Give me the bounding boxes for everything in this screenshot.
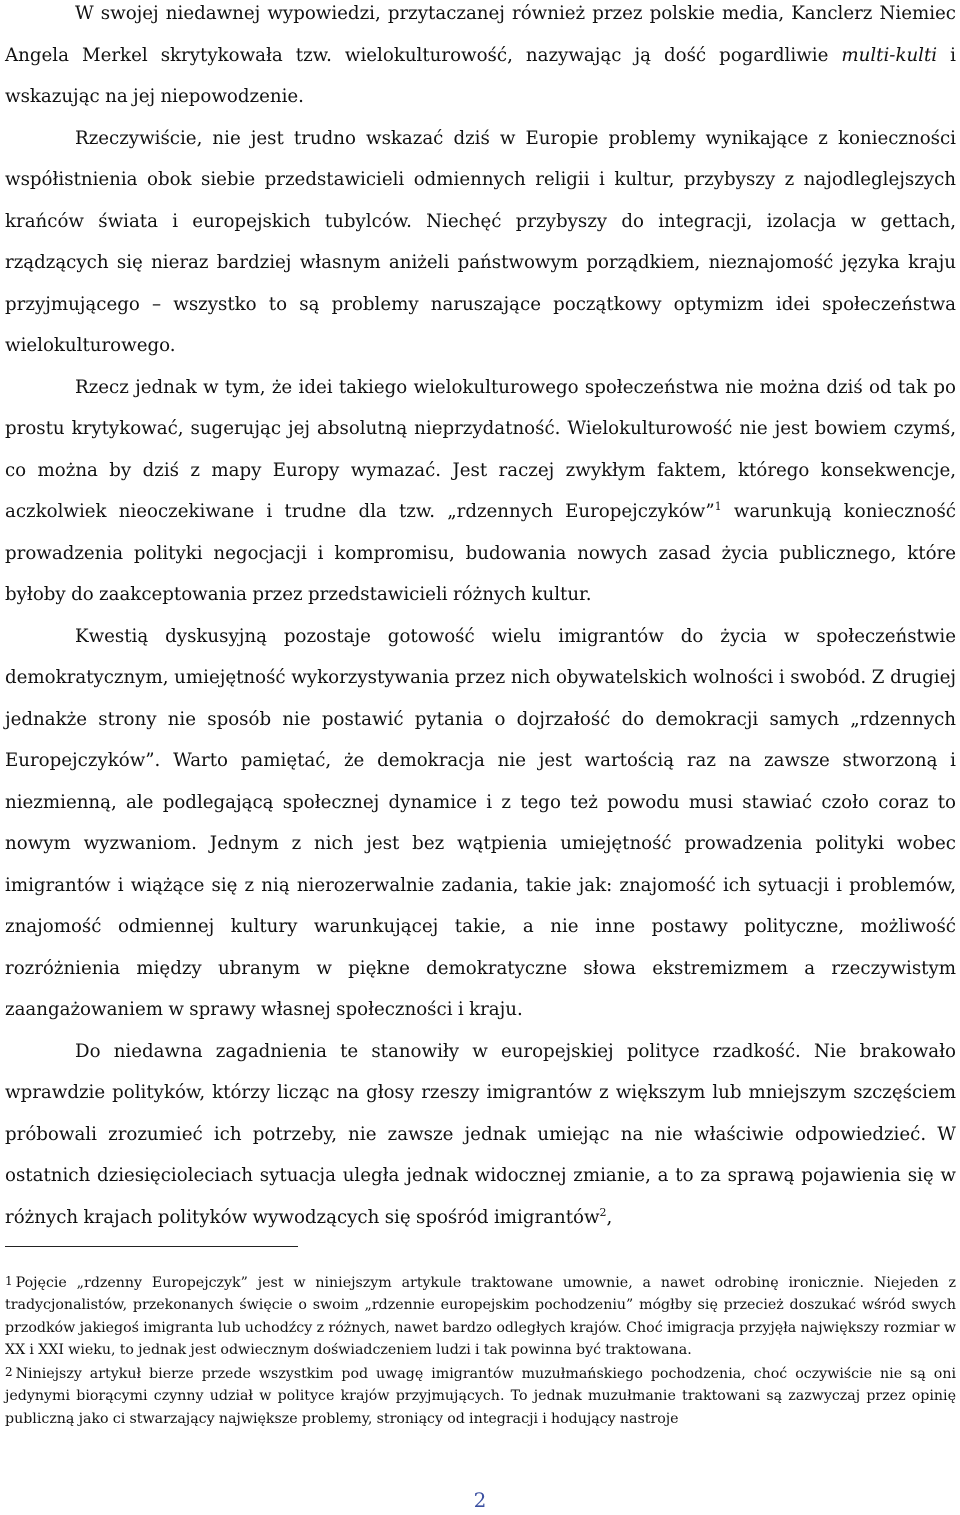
paragraph-4: Kwestią dyskusyjną pozostaje gotowość wielu imigrantów do życia w społeczeństwie demokratycznym, umiejętność wykorzystywania przez nich obywatelskich wolności i swobód. Z drugiej jednakże strony nie sposób nie postawić pytania o dojrzałość do demokracji samych „rdzennych Europejczyków”. Warto pamiętać, że demokracja nie jest wartością raz na zawsze stworzoną i niezmienną, ale podlegającą społecznej dynamice i z tego też powodu musi stawiać czoło coraz to nowym wyzwaniom. Jednym z nich jest bez wątpienia umiejętność prowadzenia polityki wobec imigrantów i wiążące się z nią nierozerwalnie zadania, takie jak: znajomość ich sytuacji i problemów, znajomość odmiennej kultury warunkującej takie, a nie inne postawy polityczne, możliwość rozróżnienia między ubranym w piękne demokratyczne słowa ekstremizmem a rzeczywistym zaangażowaniem w sprawy własnej społeczności i kraju. <box>5 625 956 1020</box>
paragraph-1 <box>5 0 956 118</box>
paragraph-2: Rzeczywiście, nie jest trudno wskazać dziś w Europie problemy wynikające z konieczności współistnienia obok siebie przedstawicieli odmiennych religii i kultur, przybyszy z najodleglejszych krańców świata i europejskich tubylców. Niechęć przybyszy do integracji, izolacja w gettach, rządzących się nieraz bardziej własnym aniżeli państwowym porządkiem, nieznajomość języka kraju przyjmującego – wszystko to są problemy naruszające początkowy optymizm idei społeczeństwa wielokulturowego. <box>5 127 956 356</box>
footnotes <box>5 1270 956 1430</box>
footnote-number: 1 <box>5 1274 13 1288</box>
footnote-ref-2[interactable]: 2 <box>599 1205 607 1219</box>
paragraph-1-text-end: i wskazując na jej niepowodzenie. <box>5 44 956 107</box>
paragraph-3 <box>5 367 956 616</box>
footnote-number: 2 <box>5 1365 13 1380</box>
page-number: 2 <box>473 1488 487 1512</box>
paragraph-5-text-end: , <box>606 1206 613 1228</box>
italic-term: multi-kulti <box>841 44 938 66</box>
paragraph-1-text: W swojej niedawnej wypowiedzi, przytaczanej również przez polskie media, Kanclerz Niemiec Angela Merkel skrytykowała tzw. wielokulturowość, nazywając ją dość pogardliwie <box>5 3 956 66</box>
footnote-ref-1[interactable]: 1 <box>714 499 722 513</box>
footnote-text: Niniejszy artykuł bierze przede wszystkim pod uwagę imigrantów muzułmańskiego pochodzenia, choć oczywiście nie są oni jedynymi biorącymi czynny udział w polityce krajów przyjmujących. To jednak muzułmanie traktowani są zazwyczaj przez opinię publiczną jako ci stwarzający największe problemy, stroniący od integracji i hodujący nastroje <box>5 1366 956 1427</box>
footnote-text: Pojęcie „rdzenny Europejczyk” jest w niniejszym artykule traktowane umownie, a nawet odrobinę ironicznie. Niejeden z tradycjonalistów, przekonanych święcie o swoim „rdzennie europejskim pochodzeniu” mógłby się przecież doszukać wśród swych przodków jakiegoś imigranta lub uchodźcy z różnych, nawet bardzo odległych krajów. Choć imigracja przyjęła największy rozmiar w XX i XXI wieku, to jednak jest odwiecznym doświadczeniem ludzi i tak powinna być traktowana. <box>5 1275 956 1358</box>
body-text <box>5 0 956 1238</box>
footnote-1 <box>5 1270 956 1361</box>
paragraph-3-text-end: warunkują konieczność prowadzenia polityki negocjacji i kompromisu, budowania nowych zasad życia publicznego, które byłoby do zaakceptowania przez przedstawicieli różnych kultur. <box>5 501 956 605</box>
footnote-separator <box>5 1246 298 1247</box>
paragraph-5-text: Do niedawna zagadnienia te stanowiły w europejskiej polityce rzadkość. Nie brakowało wprawdzie polityków, którzy licząc na głosy rzeszy imigrantów z większym lub mniejszym szczęściem próbowali zrozumieć ich potrzeby, nie zawsze jednak umiejąc na nie właściwie odpowiedzieć. W ostatnich dziesięcioleciach sytuacja uległa jednak widocznej zmianie, a to za sprawą pojawienia się w różnych krajach polityków wywodzących się spośród imigrantów <box>5 1040 956 1228</box>
footnote-2 <box>5 1361 956 1430</box>
paragraph-5 <box>5 1031 956 1239</box>
paragraph-3-text: Rzecz jednak w tym, że idei takiego wielokulturowego społeczeństwa nie można dziś od tak po prostu krytykować, sugerując jej absolutną nieprzydatność. Wielokulturowość nie jest bowiem czymś, co można by dziś z mapy Europy wymazać. Jest raczej zwykłym faktem, którego konsekwencje, aczkolwiek nieoczekiwane i trudne dla tzw. „rdzennych Europejczyków” <box>5 376 956 522</box>
